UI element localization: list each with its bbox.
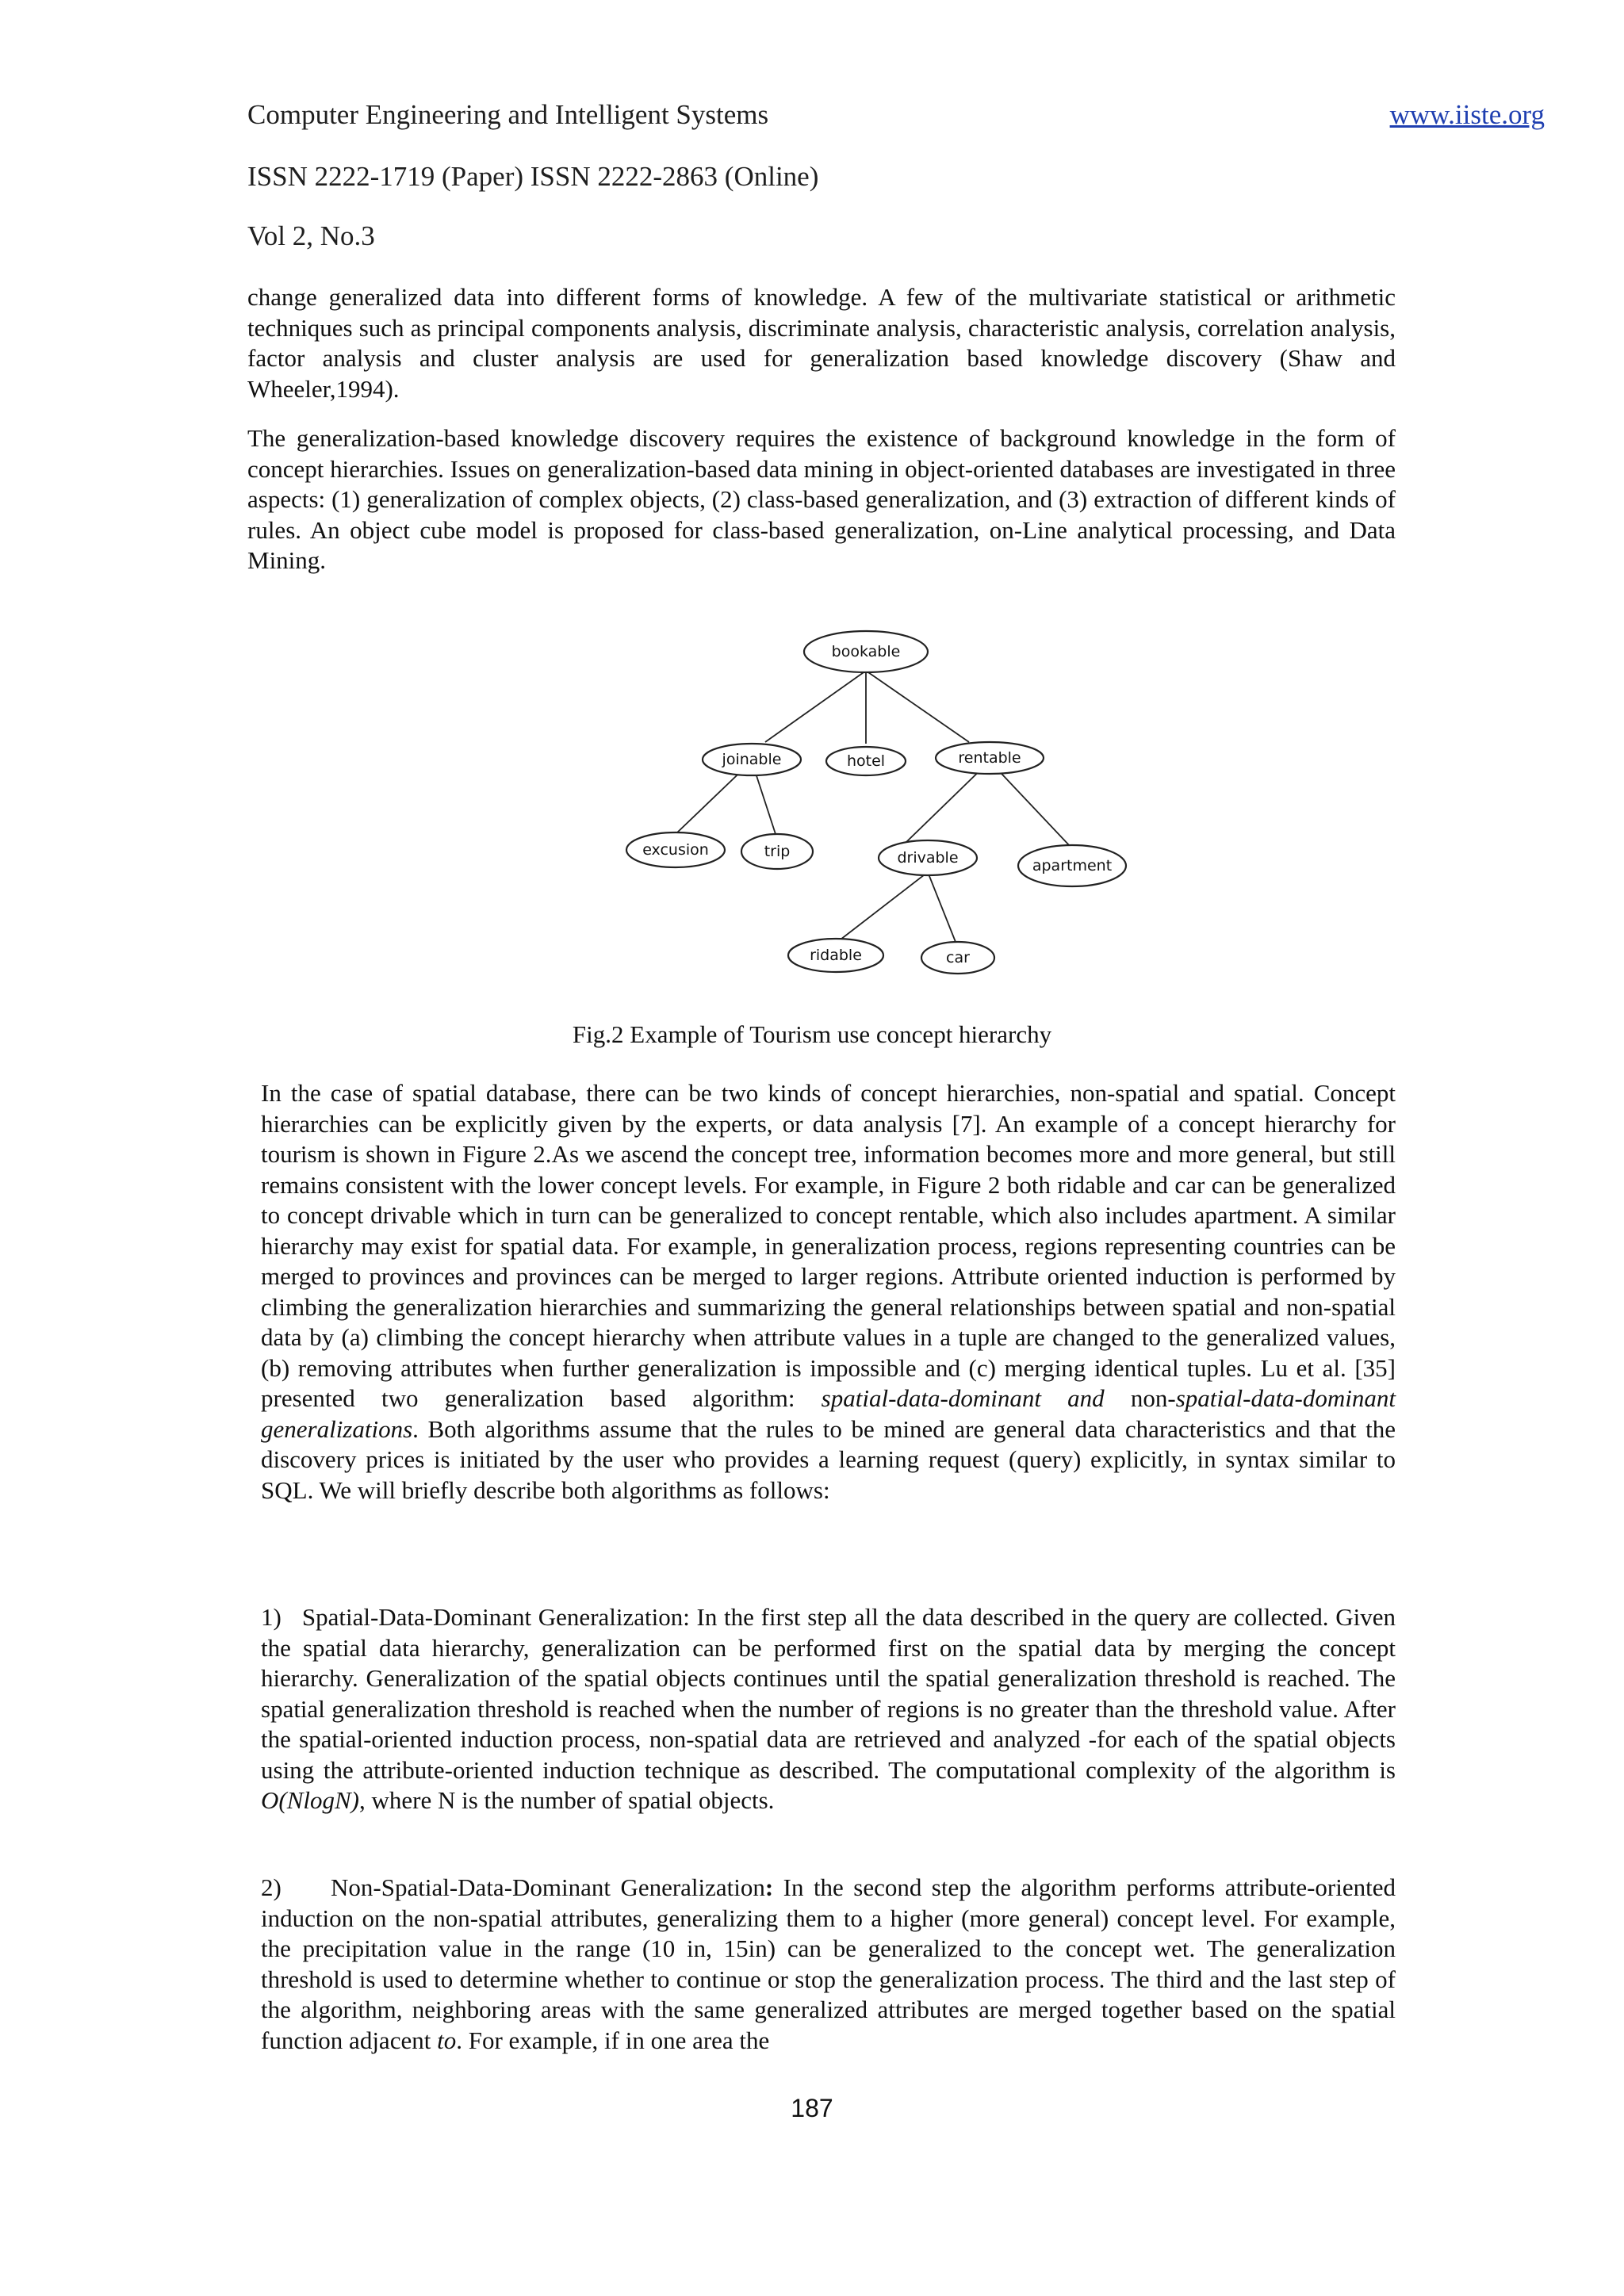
paragraph-5 [261, 1873, 1396, 2056]
concept-hierarchy-figure [611, 603, 1150, 991]
node-label-apartment: apartment [1032, 857, 1113, 874]
concept-hierarchy-diagram [611, 603, 1150, 991]
paragraph-4-text-a: 1) Spatial-Data-Dominant Generalization: In the first step all the data described in the query are collected. Given the spatial data hierarchy, generalization can be performed first on the spatial data by merging the concept hierarchy. Generalization of the spatial objects continues until the spatial generalization threshold is reached. The spatial generalization threshold is reached when the number of regions is no greater than the threshold value. After the spatial-oriented induction process, non-spatial data are retrieved and analyzed -for each of the spatial objects using the attribute-oriented induction technique as described. The computational complexity of the algorithm is [261, 1603, 1396, 1784]
paragraph-3-text-c: . Both algorithms assume that the rules to be mined are general data characteristics and that the discovery prices is initiated by the user who provides a learning request (query) explicitly, in syntax similar to SQL. We will briefly describe both algorithms as follows: [261, 1414, 1396, 1504]
paragraph-1: change generalized data into different forms of knowledge. A few of the multivariate statistical or arithmetic techniques such as principal components analysis, discriminate analysis, characteristic analysis, correlation analysis, factor analysis and cluster analysis are used for generalization based knowledge discovery (Shaw and Wheeler,1994). [247, 283, 1396, 403]
paragraph-5-text-c: . For example, if in one area the [456, 2026, 770, 2054]
node-trip [741, 834, 813, 869]
paragraph-3-italic-a: spatial-data-dominant and [821, 1384, 1105, 1412]
node-bookable [804, 631, 928, 672]
node-excusion [626, 832, 725, 867]
edge-drivable-car [928, 872, 956, 942]
journal-title: Computer Engineering and Intelligent Systems [247, 99, 769, 130]
node-label-bookable: bookable [831, 643, 901, 660]
paragraph-3 [261, 1078, 1396, 1506]
journal-website-link[interactable]: www.iiste.org [1389, 99, 1545, 130]
node-drivable [879, 840, 977, 875]
paragraph-3-text-a: In the case of spatial database, there can be two kinds of concept hierarchies, non-spatial and spatial. Concept hierarchies can be explicitly given by the experts, or data analysis [7]. An example of a concept hierarchy for tourism is shown in Figure 2.As we ascend the concept tree, information becomes more and more general, but still remains consistent with the lower concept levels. For example, in Figure 2 both ridable and car can be generalized to concept drivable which in turn can be generalized to concept rentable, which also includes apartment. A similar hierarchy may exist for spatial data. For example, in generalization process, regions representing countries can be merged to provinces and provinces can be merged to larger regions. Attribute oriented induction is performed by climbing the generalization hierarchies and summarizing the general relationships between spatial and non-spatial data by (a) climbing the concept hierarchy when attribute values in a tuple are changed to the generalized values, (b) removing attributes when further generalization is impossible and (c) merging identical tuples. Lu et al. [35] presented two generalization based algorithm: [261, 1079, 1396, 1412]
edge-drivable-ridable [841, 872, 928, 939]
paragraph-4-text-b: , where N is the number of spatial objects. [359, 1786, 775, 1814]
figure-caption: Fig.2 Example of Tourism use concept hierarchy [572, 1020, 1052, 1048]
issn-line: ISSN 2222-1719 (Paper) ISSN 2222-2863 (Online) [247, 161, 819, 192]
node-joinable [703, 744, 801, 775]
node-label-rentable: rentable [958, 749, 1021, 767]
paragraph-2: The generalization-based knowledge discovery requires the existence of background knowledge in the form of concept hierarchies. Issues on generalization-based data mining in object-oriented databases are investigated in three aspects: (1) generalization of complex objects, (2) class-based generalization, and (3) extraction of different kinds of rules. An object cube model is proposed for class-based generalization, on-Line analytical processing, and Data Mining. [247, 424, 1396, 574]
paragraph-5-text-a: 2) Non-Spatial-Data-Dominant Generalization [261, 1873, 765, 1901]
paragraph-5-italic: to [437, 2026, 457, 2054]
paragraph-3-italic-b: spatial-data-dominant generalizations [261, 1384, 1396, 1443]
node-hotel [826, 747, 906, 775]
edge-bookable-joinable [765, 671, 866, 742]
node-label-hotel: hotel [846, 752, 886, 770]
paragraph-5-text-b: In the second step the algorithm performs attribute-oriented induction on the non-spatial attributes, generalizing them to a higher (more general) concept level. For example, the precipitation value in the range (10 in, 15in) can be generalized to the concept wet. The generalization threshold is used to determine whether to continue or stop the generalization process. The third and the last step of the algorithm, neighboring areas with the same generalized attributes are merged together based on the spatial function adjacent [261, 1873, 1396, 2054]
paragraph-5-bold: : [764, 1873, 774, 1901]
node-label-drivable: drivable [897, 849, 959, 867]
page-number: 187 [791, 2094, 833, 2122]
node-label-excusion: excusion [642, 841, 709, 859]
node-label-joinable: joinable [722, 751, 782, 768]
edge-bookable-rentable [866, 671, 969, 742]
node-label-ridable: ridable [810, 947, 862, 964]
paragraph-4 [261, 1602, 1396, 1816]
node-ridable [788, 939, 883, 972]
node-rentable [936, 742, 1044, 774]
paragraph-3-text-b: non- [1104, 1384, 1176, 1412]
volume-line: Vol 2, No.3 [247, 220, 375, 251]
node-label-car: car [946, 949, 970, 966]
paragraph-4-italic: O(NlogN) [261, 1786, 359, 1814]
node-label-trip: trip [764, 843, 791, 860]
node-car [921, 942, 994, 974]
node-apartment [1018, 845, 1126, 886]
